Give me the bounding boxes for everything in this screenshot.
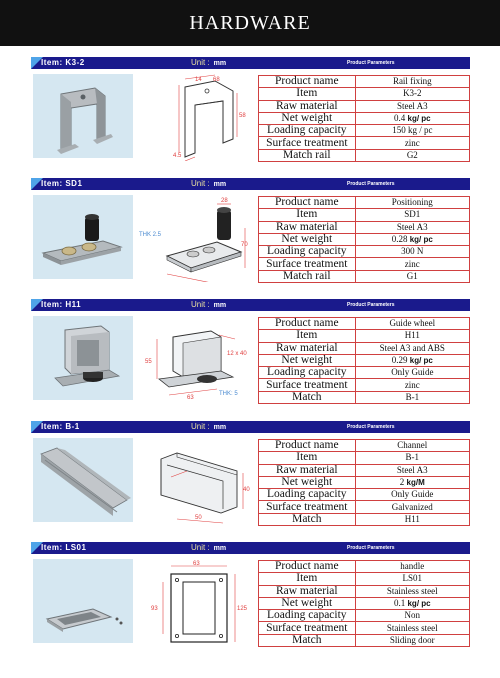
- param-value: handle: [355, 561, 469, 573]
- param-key: Net weight: [259, 476, 356, 488]
- param-value: Channel: [355, 440, 469, 452]
- dimension-label: 28: [221, 198, 228, 204]
- param-key: Item: [259, 88, 356, 100]
- param-key: Raw material: [259, 342, 356, 354]
- param-key: Loading capacity: [259, 125, 356, 137]
- dimension-label: THK: 5: [219, 391, 238, 397]
- param-value: Non: [355, 610, 469, 622]
- param-value: Galvanized: [355, 501, 469, 513]
- param-key: Match rail: [259, 270, 356, 282]
- page-title: HARDWARE: [189, 11, 311, 34]
- param-value: H11: [355, 330, 469, 342]
- param-value: Steel A3: [355, 100, 469, 112]
- section-header-bar: [31, 421, 470, 433]
- section-header-bar: [31, 542, 470, 554]
- product-photo: [33, 559, 133, 643]
- section-header-bar: [31, 299, 470, 311]
- product-photo: [33, 316, 133, 400]
- param-value: Steel A3 and ABS: [355, 342, 469, 354]
- param-key: Item: [259, 330, 356, 342]
- param-value: K3-2: [355, 88, 469, 100]
- dimension-label: 125: [237, 606, 248, 612]
- param-value: 0.29 kg/ pc: [355, 354, 469, 366]
- dimension-label: 63: [193, 561, 200, 567]
- param-key: Loading capacity: [259, 610, 356, 622]
- parameters-table: [258, 75, 470, 162]
- param-key: Raw material: [259, 464, 356, 476]
- parameters-table: [258, 560, 470, 647]
- param-key: Net weight: [259, 597, 356, 609]
- product-photo: [33, 74, 133, 158]
- param-key: Loading capacity: [259, 246, 356, 258]
- param-value: Only Guide: [355, 489, 469, 501]
- param-value: LS01: [355, 573, 469, 585]
- technical-drawing: [137, 194, 257, 282]
- param-key: Product name: [259, 318, 356, 330]
- param-key: Net weight: [259, 233, 356, 245]
- technical-drawing: [137, 558, 257, 646]
- dimension-label: 63: [187, 395, 194, 401]
- unit-label: Unit : mm: [191, 300, 227, 309]
- dimension-label: 50: [195, 515, 202, 521]
- parameters-table: [258, 317, 470, 404]
- param-key: Item: [259, 452, 356, 464]
- dimension-label: THK 2.5: [139, 232, 162, 238]
- product-parameters-label: Product Parameters: [347, 181, 395, 187]
- param-value: 0.28 kg/ pc: [355, 233, 469, 245]
- param-key: Net weight: [259, 112, 356, 124]
- product-section-ls01: [31, 542, 470, 654]
- param-value: Steel A3: [355, 464, 469, 476]
- param-key: Surface treatment: [259, 622, 356, 634]
- unit-label: Unit : mm: [191, 179, 227, 188]
- param-key: Product name: [259, 440, 356, 452]
- param-value: Sliding door: [355, 634, 469, 646]
- param-value: 0.4 kg/ pc: [355, 112, 469, 124]
- product-parameters-label: Product Parameters: [347, 545, 395, 551]
- parameters-table: [258, 196, 470, 283]
- param-key: Raw material: [259, 100, 356, 112]
- technical-drawing: [137, 73, 257, 161]
- param-key: Item: [259, 209, 356, 221]
- param-key: Product name: [259, 197, 356, 209]
- param-value: Positioning: [355, 197, 469, 209]
- param-value: G1: [355, 270, 469, 282]
- technical-drawing: [137, 315, 257, 403]
- product-section-h11: [31, 299, 470, 411]
- dimension-label: 55: [145, 359, 152, 365]
- param-value: 150 kg / pc: [355, 125, 469, 137]
- param-key: Loading capacity: [259, 367, 356, 379]
- param-key: Loading capacity: [259, 489, 356, 501]
- dimension-label: 93: [151, 606, 158, 612]
- param-key: Surface treatment: [259, 137, 356, 149]
- item-label: Item: SD1: [41, 179, 83, 188]
- param-key: Product name: [259, 76, 356, 88]
- product-parameters-label: Product Parameters: [347, 424, 395, 430]
- param-value: 300 N: [355, 246, 469, 258]
- item-label: Item: LS01: [41, 543, 87, 552]
- dimension-label: 12 x 40: [227, 351, 247, 357]
- product-section-sd1: [31, 178, 470, 290]
- param-value: B-1: [355, 452, 469, 464]
- item-label: Item: K3-2: [41, 58, 85, 67]
- dimension-label: 40: [243, 487, 250, 493]
- item-label: Item: B-1: [41, 422, 80, 431]
- param-key: Match: [259, 634, 356, 646]
- param-key: Match: [259, 391, 356, 403]
- param-value: zinc: [355, 258, 469, 270]
- param-key: Raw material: [259, 585, 356, 597]
- param-value: SD1: [355, 209, 469, 221]
- dimension-label: 14: [195, 77, 202, 83]
- param-value: Steel A3: [355, 221, 469, 233]
- param-key: Net weight: [259, 354, 356, 366]
- param-value: Stainless steel: [355, 622, 469, 634]
- param-key: Raw material: [259, 221, 356, 233]
- param-value: H11: [355, 513, 469, 525]
- dimension-label: 68: [213, 77, 220, 83]
- product-parameters-label: Product Parameters: [347, 302, 395, 308]
- product-parameters-label: Product Parameters: [347, 60, 395, 66]
- unit-label: Unit : mm: [191, 58, 227, 67]
- unit-label: Unit : mm: [191, 422, 227, 431]
- param-key: Product name: [259, 561, 356, 573]
- technical-drawing: [137, 437, 257, 525]
- product-section-k3-2: [31, 57, 470, 169]
- param-value: B-1: [355, 391, 469, 403]
- param-key: Item: [259, 573, 356, 585]
- dimension-label: 70: [241, 242, 248, 248]
- product-photo: [33, 195, 133, 279]
- param-value: zinc: [355, 379, 469, 391]
- item-label: Item: H11: [41, 300, 82, 309]
- page-header: [0, 0, 500, 46]
- param-value: Rail fixing: [355, 76, 469, 88]
- param-value: 2 kg/M: [355, 476, 469, 488]
- param-key: Surface treatment: [259, 379, 356, 391]
- param-value: Guide wheel: [355, 318, 469, 330]
- param-key: Surface treatment: [259, 501, 356, 513]
- param-key: Match rail: [259, 149, 356, 161]
- dimension-label: 58: [239, 113, 246, 119]
- param-value: G2: [355, 149, 469, 161]
- param-value: Only Guide: [355, 367, 469, 379]
- param-key: Surface treatment: [259, 258, 356, 270]
- param-value: zinc: [355, 137, 469, 149]
- parameters-table: [258, 439, 470, 526]
- product-section-b-1: [31, 421, 470, 533]
- section-header-bar: [31, 57, 470, 69]
- product-photo: [33, 438, 133, 522]
- unit-label: Unit : mm: [191, 543, 227, 552]
- section-header-bar: [31, 178, 470, 190]
- param-value: 0.1 kg/ pc: [355, 597, 469, 609]
- param-value: Stainless steel: [355, 585, 469, 597]
- param-key: Match: [259, 513, 356, 525]
- dimension-label: 4.5: [173, 153, 182, 159]
